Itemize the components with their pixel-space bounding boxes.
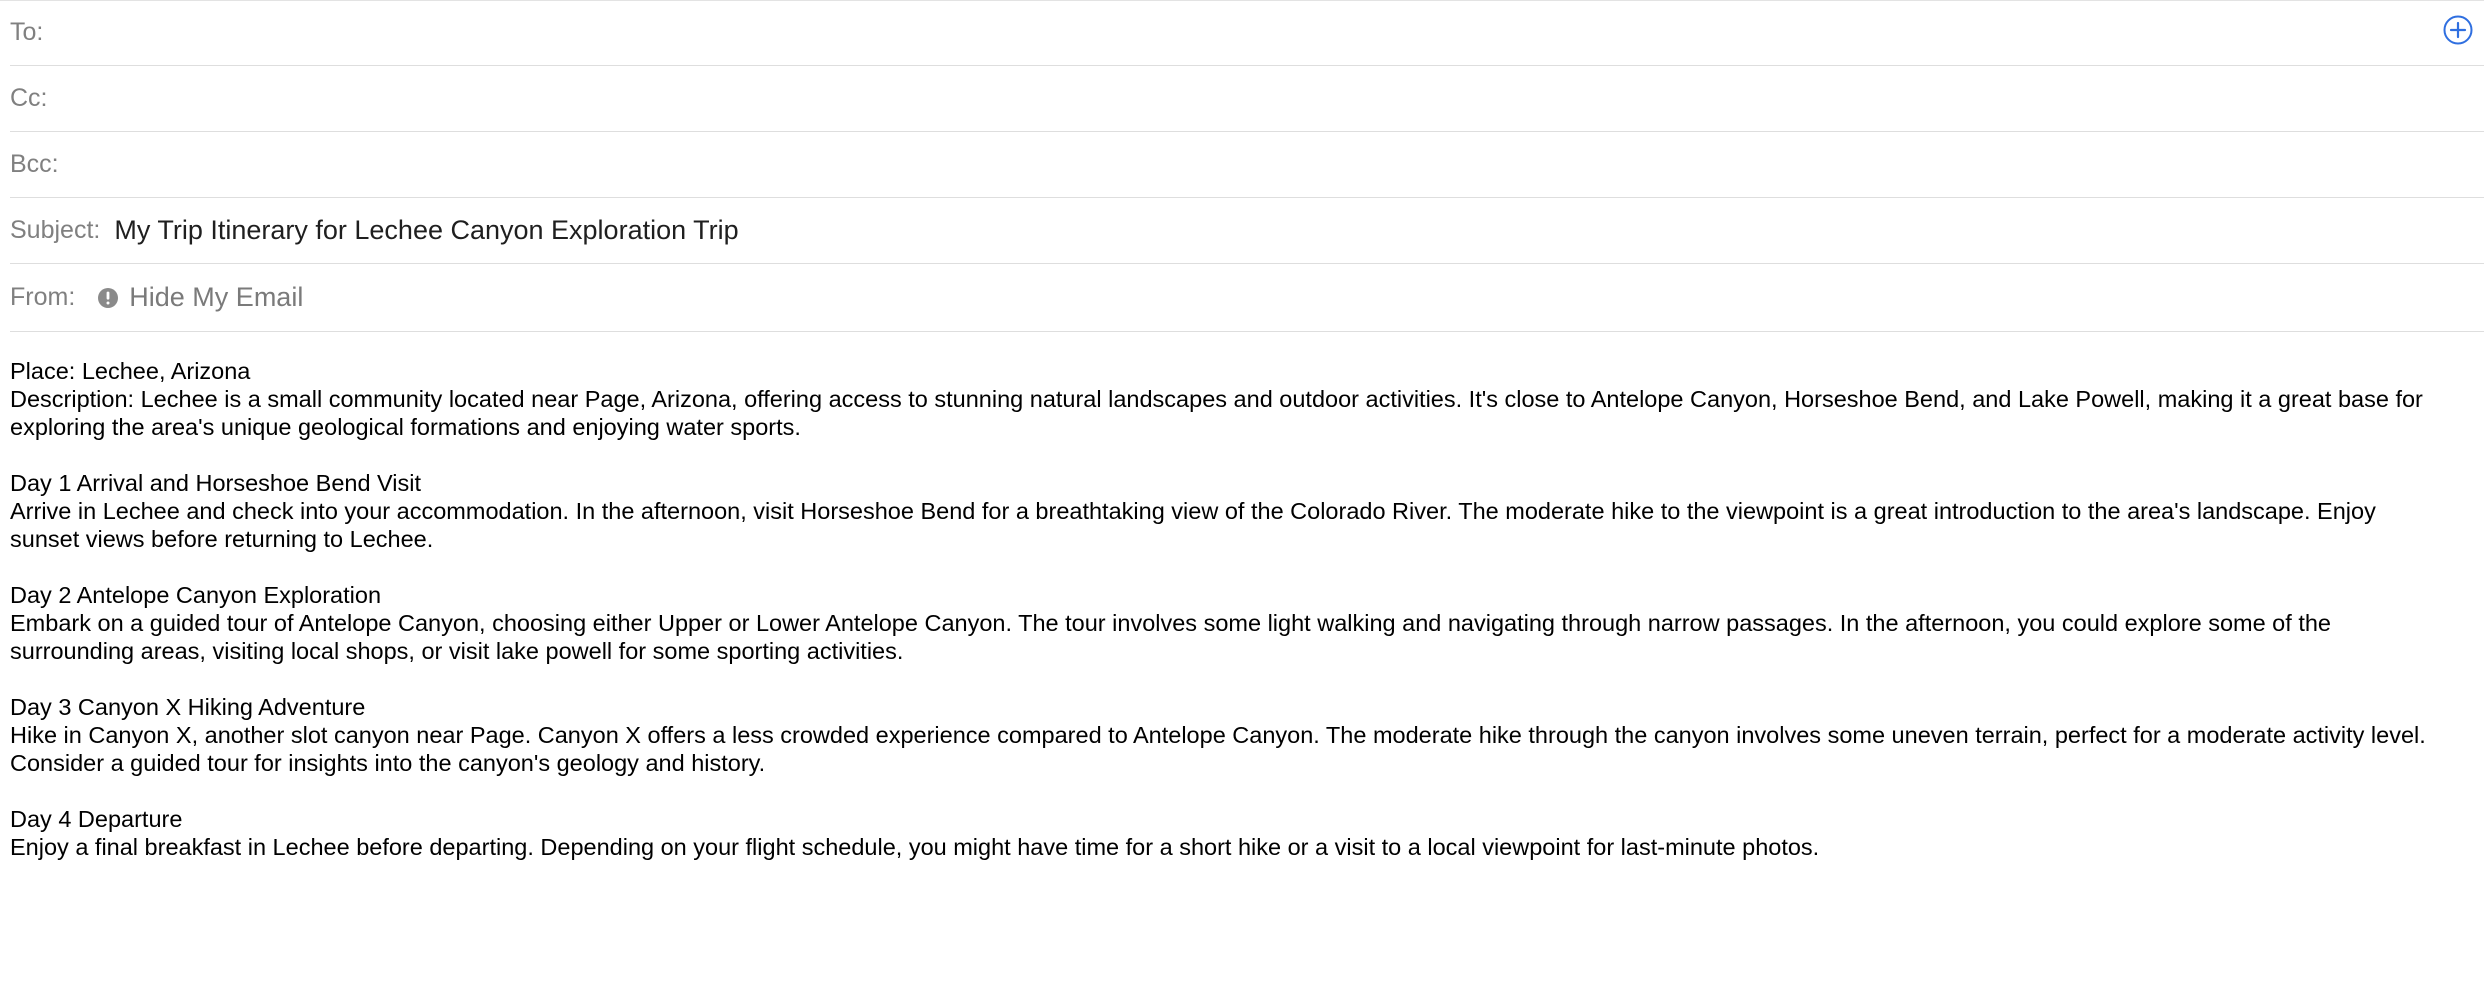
place-line: Place: Lechee, Arizona	[10, 358, 251, 384]
from-value: Hide My Email	[129, 282, 304, 312]
day-4-section	[10, 805, 2450, 861]
cc-label: Cc:	[10, 84, 48, 112]
day-text: Enjoy a final breakfast in Lechee before departing. Depending on your flight schedule, you might have time for a short hike or a visit to a local viewpoint for last-minute photos.	[10, 834, 1820, 860]
place-section	[10, 357, 2450, 441]
day-title: Day 4 Departure	[10, 806, 183, 832]
day-2-section	[10, 581, 2450, 665]
day-title: Day 3 Canyon X Hiking Adventure	[10, 694, 366, 720]
day-text: Hike in Canyon X, another slot canyon near Page. Canyon X offers a less crowded experience compared to Antelope Canyon. The moderate hike through the canyon involves some uneven terrain, perfect for a moderate activity level. Consider a guided tour for insights into the canyon's geology and history.	[10, 722, 2426, 776]
exclamation-circle-icon	[97, 287, 119, 309]
subject-label: Subject:	[10, 216, 101, 244]
subject-row[interactable]	[10, 198, 2484, 264]
plus-circle-icon[interactable]	[2442, 14, 2474, 46]
bcc-label: Bcc:	[10, 150, 59, 178]
day-3-section	[10, 693, 2450, 777]
to-row[interactable]	[10, 0, 2484, 66]
to-label: To:	[10, 18, 44, 46]
from-label: From:	[10, 283, 76, 311]
day-text: Embark on a guided tour of Antelope Canyon, choosing either Upper or Lower Antelope Canyon. The tour involves some light walking and navigating through narrow passages. In the afternoon, you could explore some of the surrounding areas, visiting local shops, or visit lake powell for some sporting activities.	[10, 610, 2331, 664]
from-row	[10, 264, 2484, 332]
from-selector[interactable]	[97, 282, 303, 313]
day-title: Day 2 Antelope Canyon Exploration	[10, 582, 382, 608]
day-title: Day 1 Arrival and Horseshoe Bend Visit	[10, 470, 422, 496]
description-text: Description: Lechee is a small community located near Page, Arizona, offering access to stunning natural landscapes and outdoor activities. It's close to Antelope Canyon, Horseshoe Bend, and Lake Powell, making it a great base for exploring the area's unique geological formations and enjoying water sports.	[10, 386, 2423, 440]
bcc-row[interactable]	[10, 132, 2484, 198]
cc-row[interactable]	[10, 66, 2484, 132]
day-1-section	[10, 469, 2450, 553]
compose-headers	[10, 0, 2484, 332]
subject-input[interactable]: My Trip Itinerary for Lechee Canyon Exploration Trip	[114, 215, 739, 245]
message-body[interactable]	[10, 357, 2450, 889]
day-text: Arrive in Lechee and check into your accommodation. In the afternoon, visit Horseshoe Bend for a breathtaking view of the Colorado River. The moderate hike to the viewpoint is a great introduction to the area's landscape. Enjoy sunset views before returning to Lechee.	[10, 498, 2376, 552]
